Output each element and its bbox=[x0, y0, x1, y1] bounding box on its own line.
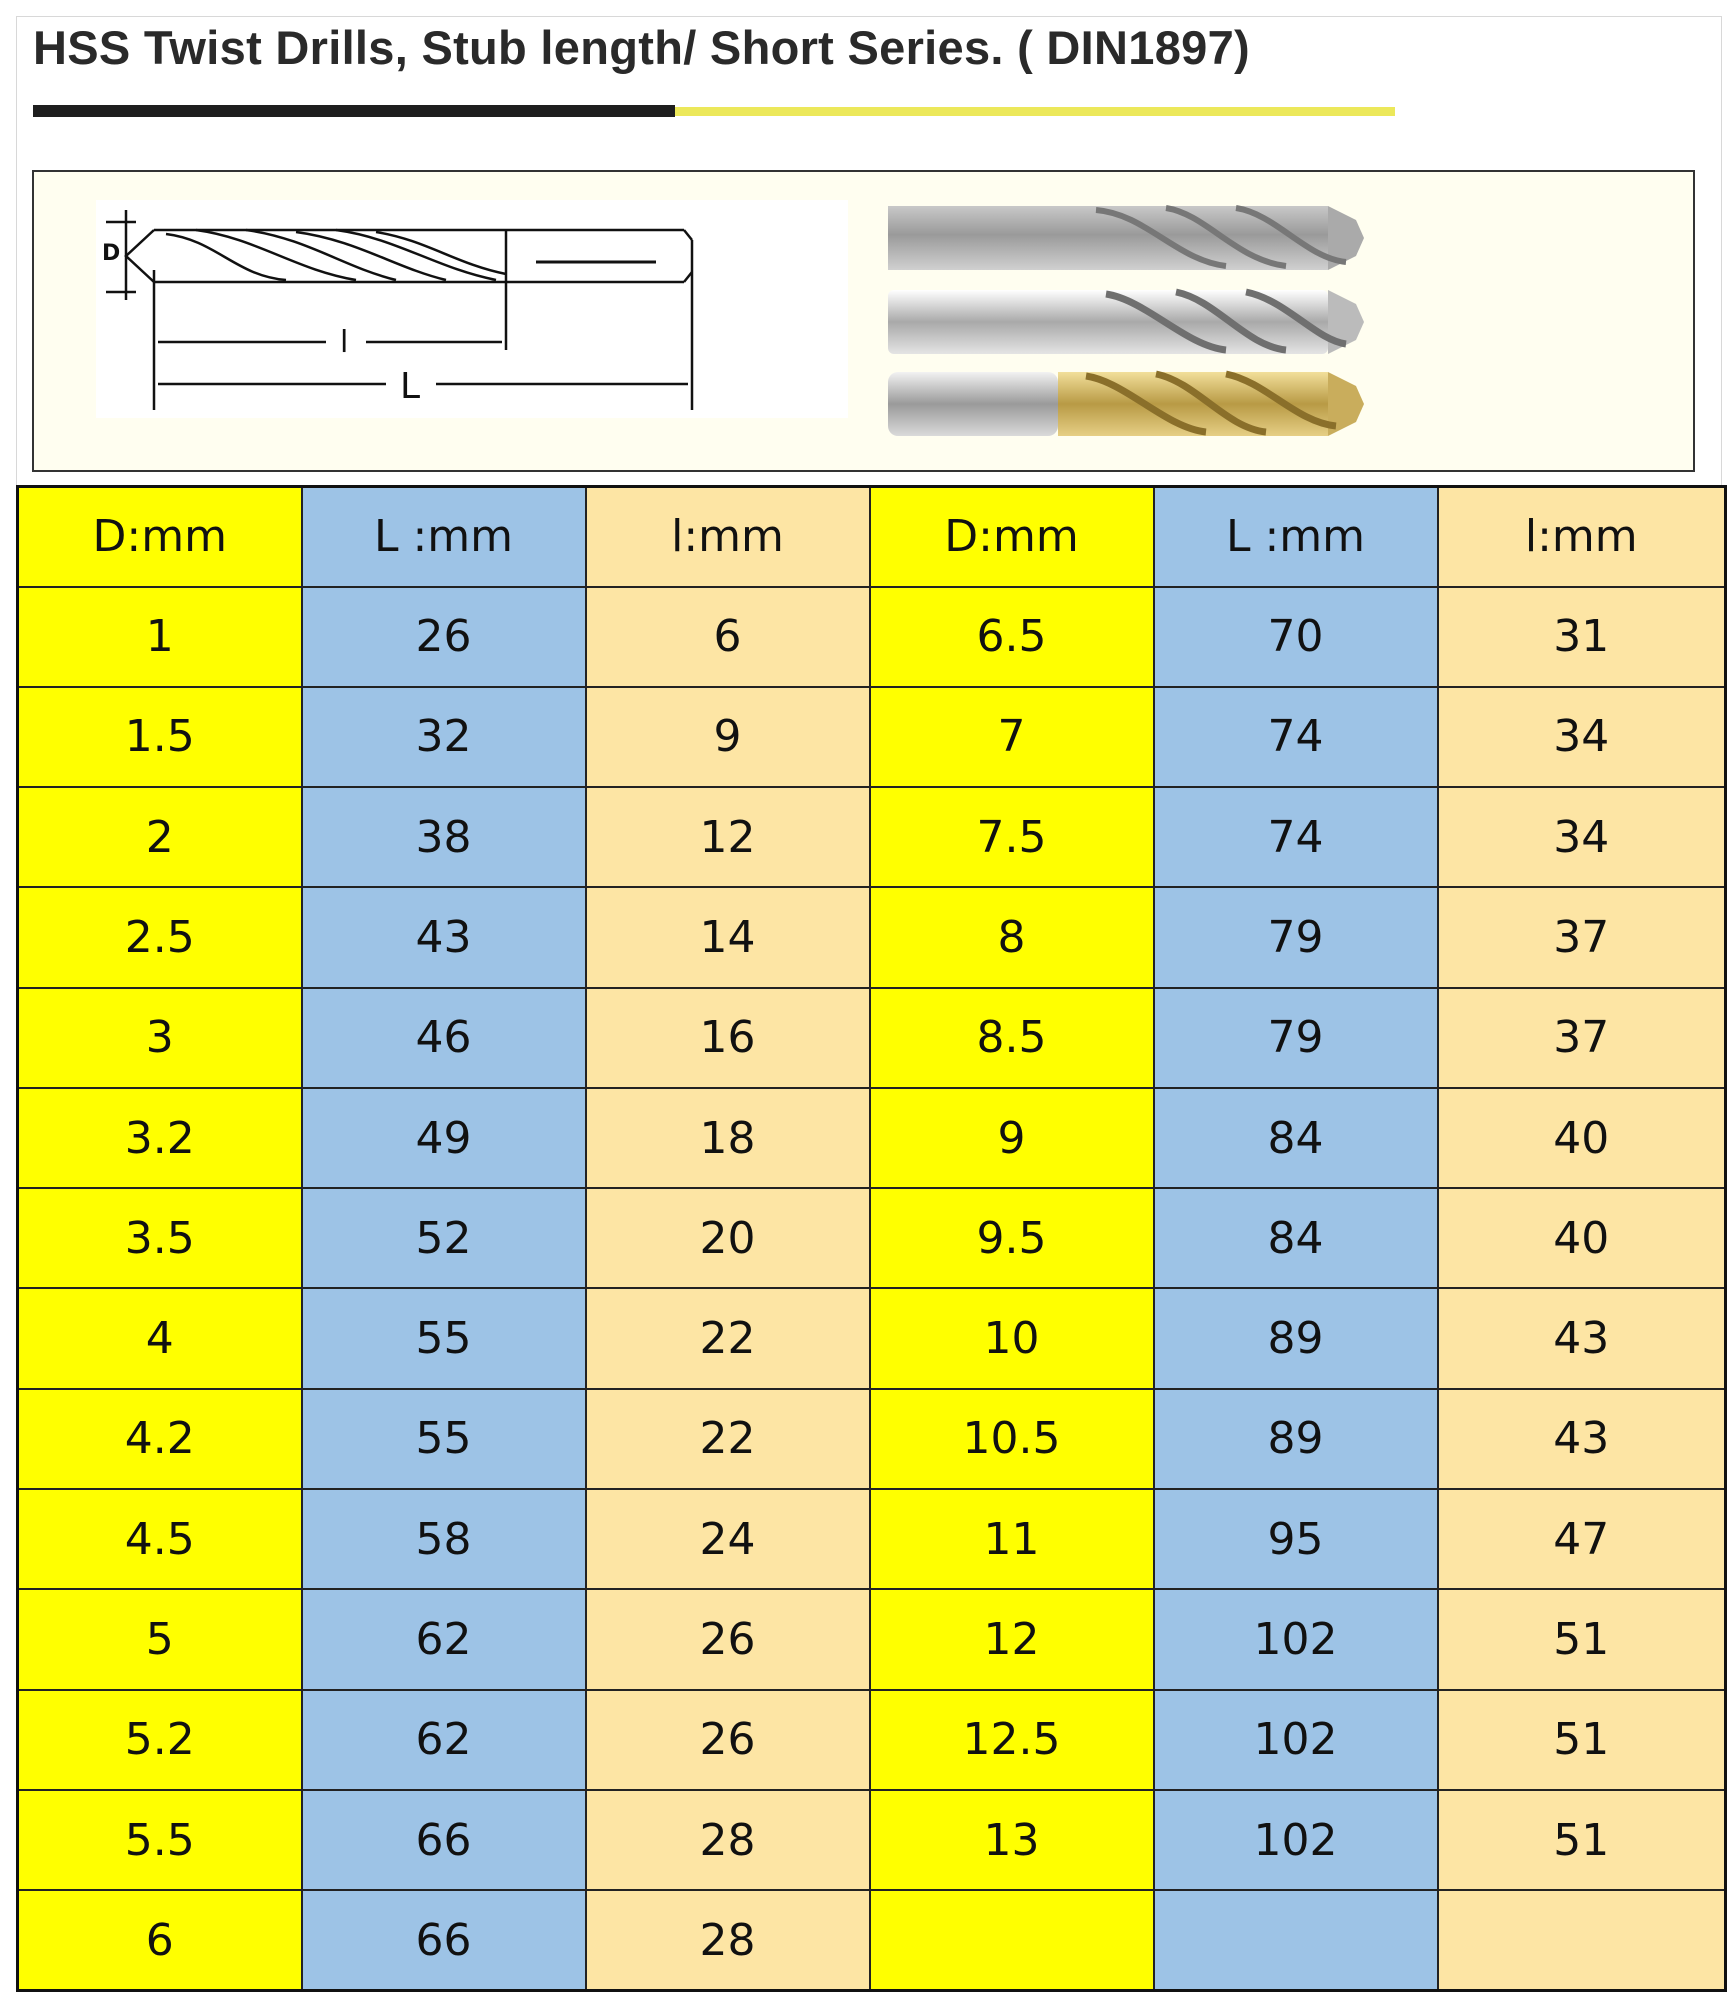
cell-diameter: 1.5 bbox=[18, 687, 302, 787]
cell-flute-length: 51 bbox=[1438, 1589, 1726, 1689]
cell-overall-length: 102 bbox=[1154, 1690, 1438, 1790]
cell-overall-length: 62 bbox=[302, 1690, 586, 1790]
cell-overall-length: 70 bbox=[1154, 587, 1438, 687]
cell-overall-length: 95 bbox=[1154, 1489, 1438, 1589]
cell-flute-length: 34 bbox=[1438, 687, 1726, 787]
cell-flute-length: 24 bbox=[586, 1489, 870, 1589]
cell-overall-length: 74 bbox=[1154, 687, 1438, 787]
cell-diameter: 10.5 bbox=[870, 1389, 1154, 1489]
drill-photos bbox=[886, 200, 1386, 446]
cell-flute-length: 51 bbox=[1438, 1790, 1726, 1890]
cell-diameter: 3.2 bbox=[18, 1088, 302, 1188]
cell-flute-length: 34 bbox=[1438, 787, 1726, 887]
page-title: HSS Twist Drills, Stub length/ Short Series. ( DIN1897) bbox=[33, 21, 1250, 74]
table-row bbox=[18, 1690, 1726, 1790]
drill-photo-grey bbox=[888, 206, 1364, 270]
cell-overall-length: 102 bbox=[1154, 1790, 1438, 1890]
header-diameter-2: D:mm bbox=[870, 487, 1154, 587]
title-underline-dark bbox=[33, 105, 675, 117]
table-row bbox=[18, 1489, 1726, 1589]
cell-overall-length: 43 bbox=[302, 887, 586, 987]
cell-diameter: 3 bbox=[18, 988, 302, 1088]
cell-diameter: 7 bbox=[870, 687, 1154, 787]
cell-overall-length: 38 bbox=[302, 787, 586, 887]
cell-overall-length: 55 bbox=[302, 1288, 586, 1388]
cell-flute-length: 6 bbox=[586, 587, 870, 687]
table-row bbox=[18, 587, 1726, 687]
table-row bbox=[18, 887, 1726, 987]
cell-flute-length: 22 bbox=[586, 1288, 870, 1388]
table-row bbox=[18, 988, 1726, 1088]
cell-diameter: 5 bbox=[18, 1589, 302, 1689]
cell-diameter: 2.5 bbox=[18, 887, 302, 987]
cell-flute-length: 20 bbox=[586, 1188, 870, 1288]
cell-flute-length: 16 bbox=[586, 988, 870, 1088]
diagram-label-l: l bbox=[340, 325, 349, 360]
cell-overall-length: 89 bbox=[1154, 1389, 1438, 1489]
cell-overall-length: 49 bbox=[302, 1088, 586, 1188]
drill-photo-gold bbox=[888, 372, 1364, 436]
cell-diameter bbox=[870, 1890, 1154, 1990]
cell-overall-length: 89 bbox=[1154, 1288, 1438, 1388]
cell-overall-length: 84 bbox=[1154, 1188, 1438, 1288]
table-row bbox=[18, 787, 1726, 887]
drill-photo-bright bbox=[888, 290, 1364, 354]
cell-diameter: 2 bbox=[18, 787, 302, 887]
cell-diameter: 7.5 bbox=[870, 787, 1154, 887]
table-row bbox=[18, 687, 1726, 787]
cell-overall-length: 102 bbox=[1154, 1589, 1438, 1689]
cell-overall-length: 74 bbox=[1154, 787, 1438, 887]
cell-flute-length bbox=[1438, 1890, 1726, 1990]
cell-diameter: 4.5 bbox=[18, 1489, 302, 1589]
cell-overall-length: 58 bbox=[302, 1489, 586, 1589]
cell-diameter: 10 bbox=[870, 1288, 1154, 1388]
table-row bbox=[18, 1188, 1726, 1288]
cell-flute-length: 31 bbox=[1438, 587, 1726, 687]
header-flute-length-1: l:mm bbox=[586, 487, 870, 587]
cell-flute-length: 18 bbox=[586, 1088, 870, 1188]
cell-flute-length: 40 bbox=[1438, 1088, 1726, 1188]
drill-dimension-diagram bbox=[96, 200, 848, 418]
cell-diameter: 4.2 bbox=[18, 1389, 302, 1489]
cell-flute-length: 47 bbox=[1438, 1489, 1726, 1589]
cell-flute-length: 14 bbox=[586, 887, 870, 987]
cell-diameter: 6 bbox=[18, 1890, 302, 1990]
cell-overall-length: 26 bbox=[302, 587, 586, 687]
header-diameter-1: D:mm bbox=[18, 487, 302, 587]
drill-size-table bbox=[16, 485, 1727, 1992]
cell-overall-length: 79 bbox=[1154, 887, 1438, 987]
cell-overall-length bbox=[1154, 1890, 1438, 1990]
cell-diameter: 6.5 bbox=[870, 587, 1154, 687]
cell-diameter: 5.2 bbox=[18, 1690, 302, 1790]
diagram-label-D: D bbox=[102, 241, 121, 266]
table-row bbox=[18, 1088, 1726, 1188]
header-overall-length-1: L :mm bbox=[302, 487, 586, 587]
cell-diameter: 1 bbox=[18, 587, 302, 687]
cell-overall-length: 46 bbox=[302, 988, 586, 1088]
title-underline-yellow bbox=[675, 107, 1395, 116]
cell-diameter: 5.5 bbox=[18, 1790, 302, 1890]
cell-overall-length: 66 bbox=[302, 1790, 586, 1890]
diagram-label-L: L bbox=[400, 366, 421, 407]
cell-diameter: 8.5 bbox=[870, 988, 1154, 1088]
table-row bbox=[18, 1790, 1726, 1890]
cell-flute-length: 43 bbox=[1438, 1288, 1726, 1388]
cell-diameter: 9 bbox=[870, 1088, 1154, 1188]
cell-overall-length: 52 bbox=[302, 1188, 586, 1288]
cell-overall-length: 79 bbox=[1154, 988, 1438, 1088]
cell-flute-length: 28 bbox=[586, 1890, 870, 1990]
table-row bbox=[18, 1288, 1726, 1388]
cell-diameter: 12.5 bbox=[870, 1690, 1154, 1790]
cell-diameter: 4 bbox=[18, 1288, 302, 1388]
table-row bbox=[18, 1389, 1726, 1489]
cell-diameter: 9.5 bbox=[870, 1188, 1154, 1288]
table-row bbox=[18, 1890, 1726, 1990]
cell-diameter: 11 bbox=[870, 1489, 1154, 1589]
cell-overall-length: 55 bbox=[302, 1389, 586, 1489]
cell-diameter: 12 bbox=[870, 1589, 1154, 1689]
cell-flute-length: 37 bbox=[1438, 988, 1726, 1088]
cell-flute-length: 26 bbox=[586, 1589, 870, 1689]
cell-overall-length: 66 bbox=[302, 1890, 586, 1990]
cell-diameter: 13 bbox=[870, 1790, 1154, 1890]
drill-illustration-panel bbox=[32, 170, 1695, 472]
cell-overall-length: 84 bbox=[1154, 1088, 1438, 1188]
cell-flute-length: 40 bbox=[1438, 1188, 1726, 1288]
cell-flute-length: 43 bbox=[1438, 1389, 1726, 1489]
cell-overall-length: 32 bbox=[302, 687, 586, 787]
cell-flute-length: 37 bbox=[1438, 887, 1726, 987]
cell-flute-length: 9 bbox=[586, 687, 870, 787]
cell-diameter: 8 bbox=[870, 887, 1154, 987]
cell-overall-length: 62 bbox=[302, 1589, 586, 1689]
header-overall-length-2: L :mm bbox=[1154, 487, 1438, 587]
cell-flute-length: 22 bbox=[586, 1389, 870, 1489]
header-flute-length-2: l:mm bbox=[1438, 487, 1726, 587]
cell-flute-length: 51 bbox=[1438, 1690, 1726, 1790]
cell-diameter: 3.5 bbox=[18, 1188, 302, 1288]
cell-flute-length: 26 bbox=[586, 1690, 870, 1790]
cell-flute-length: 12 bbox=[586, 787, 870, 887]
table-header-row bbox=[18, 487, 1726, 587]
cell-flute-length: 28 bbox=[586, 1790, 870, 1890]
table-row bbox=[18, 1589, 1726, 1689]
